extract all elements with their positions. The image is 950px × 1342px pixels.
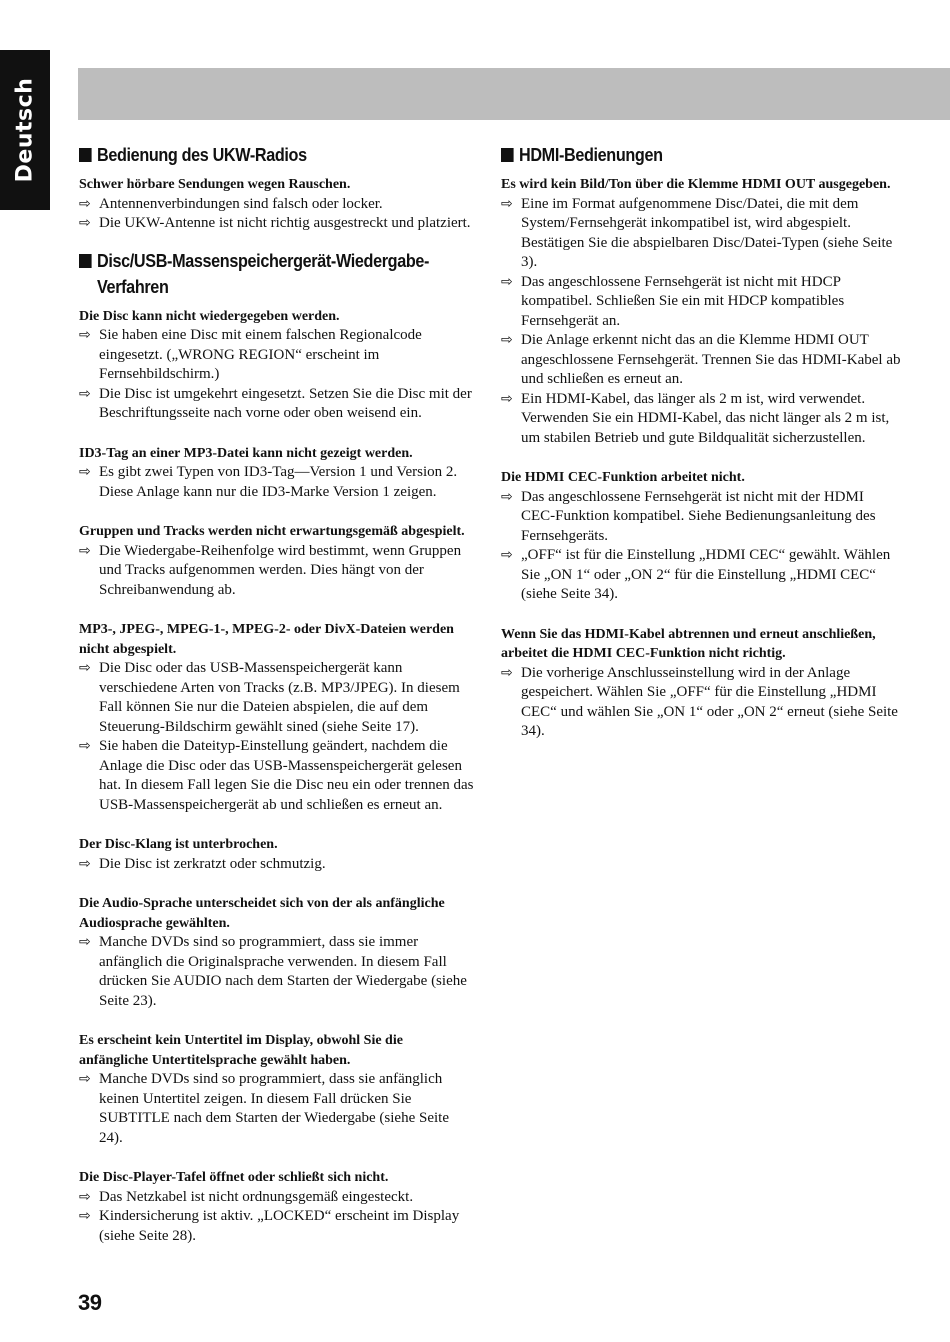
section-heading-text: HDMI-Bedienungen: [519, 145, 663, 165]
item-gap: [79, 600, 475, 613]
problem-text: Die HDMI CEC-Funktion arbeitet nicht.: [501, 470, 745, 485]
problem-text: ID3-Tag an einer MP3-Datei kann nicht gezeigt werden.: [79, 445, 413, 461]
solution-text: [79, 463, 475, 502]
solution-text: [79, 933, 475, 1011]
item-gap: [79, 1148, 475, 1161]
solution-text: [501, 273, 901, 332]
arrow-icon: ⇨: [501, 390, 513, 407]
solution-text: [501, 195, 901, 273]
item-gap: [79, 1011, 475, 1024]
solution-text: [501, 331, 901, 390]
solution-text: [79, 737, 475, 815]
arrow-icon: ⇨: [79, 195, 91, 212]
problem-item: [79, 620, 475, 815]
problem-item: [501, 175, 901, 448]
arrow-icon: ⇨: [501, 195, 513, 212]
solution-line: Die UKW-Antenne ist nicht richtig ausgestreckt und platziert.: [99, 215, 471, 231]
problem-item: [501, 625, 901, 742]
arrow-icon: ⇨: [79, 385, 91, 402]
solution-line: Manche DVDs sind so programmiert, dass sie immer anfänglich die Originalsprache verwenden. In diesem Fall drücken Sie AUDIO nach dem Starten der Wiedergabe (siehe Seite 23).: [99, 934, 467, 1009]
arrow-icon: ⇨: [501, 664, 513, 681]
solution-line: Das angeschlossene Fernsehgerät ist nicht mit der HDMI CEC-Funktion kompatibel. Siehe Bedienungsanleitung des Fernsehgeräts.: [521, 488, 876, 544]
troubleshooting-section: [501, 142, 901, 742]
problem-item: [79, 1168, 475, 1246]
arrow-icon: ⇨: [79, 327, 91, 343]
arrow-icon: ⇨: [501, 547, 513, 563]
problem-item: [79, 444, 475, 503]
problem-item: [79, 894, 475, 1011]
arrow-icon: ⇨: [501, 488, 513, 505]
solution-line: Ein HDMI-Kabel, das länger als 2 m ist, wird verwendet. Verwenden Sie ein HDMI-Kabel, das nicht länger als 2 m ist, um stabilen Betrieb und gute Bildqualität sicherzustellen.: [521, 390, 890, 446]
solution-text: [79, 659, 475, 737]
solution-line: Sie haben eine Disc mit einem falschen Regionalcode eingesetzt. („WRONG REGION“ erscheint im Fernsehbildschirm.): [99, 327, 422, 382]
heading-square-icon: [79, 254, 92, 268]
arrow-icon: ⇨: [79, 738, 91, 754]
arrow-icon: ⇨: [79, 660, 91, 676]
problem-text: Die Audio-Sprache unterscheidet sich von der als anfängliche Audiosprache gewählten.: [79, 896, 445, 931]
arrow-icon: ⇨: [79, 542, 91, 559]
solution-line: Die Disc oder das USB-Massenspeichergerät kann verschiedene Arten von Tracks (z.B. MP3/JPEG). In diesem Fall können Sie nur die Dateien abspielen, die auf dem Steuerung-Bildschirm gewählt sined (siehe Seite 17).: [99, 660, 460, 735]
problem-text: Gruppen und Tracks werden nicht erwartungsgemäß abgespielt.: [79, 524, 465, 539]
solution-line: Das angeschlossene Fernsehgerät ist nicht mit HDCP kompatibel. Schließen Sie ein mit HDCP kompatibles Fernsehgerät an.: [521, 273, 845, 329]
solution-line: Die Disc ist umgekehrt eingesetzt. Setzen Sie die Disc mit der Beschriftungsseite nach vorne oder oben weisend ein.: [99, 385, 472, 421]
problem-text: Wenn Sie das HDMI-Kabel abtrennen und erneut anschließen, arbeitet die HDMI CEC-Funktion nicht richtig.: [501, 626, 876, 661]
item-gap: [501, 448, 901, 461]
problem-text: Es erscheint kein Untertitel im Display, obwohl Sie die anfängliche Untertitelsprache gewählt haben.: [79, 1033, 403, 1068]
troubleshooting-section: [79, 248, 475, 1247]
problem-item: [79, 307, 475, 424]
solution-line: Die Disc ist zerkratzt oder schmutzig.: [99, 855, 326, 872]
right-column: [501, 142, 901, 756]
solution-text: [79, 1188, 475, 1208]
heading-square-icon: [501, 148, 514, 162]
item-gap: [79, 874, 475, 887]
page-number: 39: [78, 1290, 102, 1315]
solution-line: Die Anlage erkennt nicht das an die Klemme HDMI OUT angeschlossene Fernsehgerät. Trennen Sie das HDMI-Kabel ab und schließen es erneut an.: [521, 332, 901, 387]
problem-text: Die Disc kann nicht wiedergegeben werden.: [79, 308, 340, 324]
solution-text: [79, 1207, 475, 1246]
solution-text: [79, 385, 475, 424]
problem-text: Die Disc-Player-Tafel öffnet oder schließt sich nicht.: [79, 1170, 389, 1185]
solution-text: [79, 195, 475, 215]
problem-text: Es wird kein Bild/Ton über die Klemme HDMI OUT ausgegeben.: [501, 177, 891, 192]
arrow-icon: ⇨: [79, 855, 91, 872]
section-heading: [79, 142, 435, 168]
solution-line: Die vorherige Anschlusseinstellung wird in der Anlage gespeichert. Wählen Sie „OFF“ für die Einstellung „HDMI CEC“ und wählen Sie „ON 1“ oder „ON 2“ erneut (siehe Seite 34).: [521, 664, 898, 739]
arrow-icon: ⇨: [79, 215, 91, 231]
section-heading-text: Disc/USB-Massenspeichergerät-Wiedergabe- Verfahren: [97, 250, 430, 297]
solution-line: Eine im Format aufgenommene Disc/Datei, die mit dem System/Fernsehgerät inkompatibel ist, wird abgespielt. Bestätigen Sie die abspielbaren Disc/Datei-Typen (siehe Seite 3).: [521, 195, 893, 270]
item-gap: [79, 424, 475, 437]
arrow-icon: ⇨: [79, 1208, 91, 1224]
solution-line: Das Netzkabel ist nicht ordnungsgemäß eingesteckt.: [99, 1188, 414, 1205]
solution-line: Es gibt zwei Typen von ID3-Tag—Version 1 und Version 2. Diese Anlage kann nur die ID3-Marke Version 1 zeigen.: [99, 464, 458, 500]
left-column: [79, 142, 475, 1260]
problem-text: Schwer hörbare Sendungen wegen Rauschen.: [79, 177, 351, 192]
header-bar: [78, 68, 950, 120]
solution-text: [79, 855, 475, 875]
solution-text: [79, 542, 475, 601]
problem-item: [501, 468, 901, 605]
solution-line: Kindersicherung ist aktiv. „LOCKED“ erscheint im Display (siehe Seite 28).: [99, 1208, 460, 1244]
problem-item: [79, 175, 475, 234]
troubleshooting-section: [79, 142, 475, 234]
solution-line: Manche DVDs sind so programmiert, dass sie anfänglich keinen Untertitel zeigen. In diesem Fall drücken Sie SUBTITLE nach dem Starten der Wiedergabe (siehe Seite 24).: [99, 1071, 449, 1146]
solution-text: [501, 546, 901, 605]
solution-line: „OFF“ ist für die Einstellung „HDMI CEC“ gewählt. Wählen Sie „ON 1“ oder „ON 2“ für die Einstellung „HDMI CEC“ (siehe Seite 34).: [521, 547, 891, 602]
solution-text: [501, 390, 901, 449]
problem-text: Der Disc-Klang ist unterbrochen.: [79, 837, 278, 852]
solution-text: [79, 1070, 475, 1148]
arrow-icon: ⇨: [79, 1071, 91, 1087]
problem-item: [79, 522, 475, 600]
solution-text: [501, 664, 901, 742]
heading-square-icon: [79, 148, 92, 162]
arrow-icon: ⇨: [79, 464, 91, 480]
arrow-icon: ⇨: [501, 273, 513, 290]
language-tab-label: Deutsch: [12, 77, 38, 183]
problem-item: [79, 835, 475, 874]
item-gap: [79, 502, 475, 515]
solution-line: Die Wiedergabe-Reihenfolge wird bestimmt, wenn Gruppen und Tracks aufgenommen werden. Dies hängt von der Schreibanwendung ab.: [99, 542, 462, 598]
section-heading: [501, 142, 861, 168]
solution-line: Sie haben die Dateityp-Einstellung geändert, nachdem die Anlage die Disc oder das USB-Massenspeichergerät gelesen hat. In diesem Fall legen Sie die Disc neu ein oder trennen das USB-Massenspeichergerät ab und schließen es erneut an.: [99, 738, 474, 813]
section-heading-text: Bedienung des UKW-Radios: [97, 145, 307, 165]
solution-text: [501, 488, 901, 547]
problem-text: MP3-, JPEG-, MPEG-1-, MPEG-2- oder DivX-Dateien werden nicht abgespielt.: [79, 622, 454, 657]
item-gap: [79, 815, 475, 828]
arrow-icon: ⇨: [79, 1188, 91, 1205]
solution-text: [79, 326, 475, 385]
solution-line: Antennenverbindungen sind falsch oder locker.: [99, 195, 383, 212]
item-gap: [501, 605, 901, 618]
arrow-icon: ⇨: [79, 934, 91, 950]
section-heading: [79, 248, 435, 300]
arrow-icon: ⇨: [501, 332, 513, 348]
solution-text: [79, 214, 475, 234]
problem-item: [79, 1031, 475, 1148]
language-tab: [0, 50, 50, 210]
